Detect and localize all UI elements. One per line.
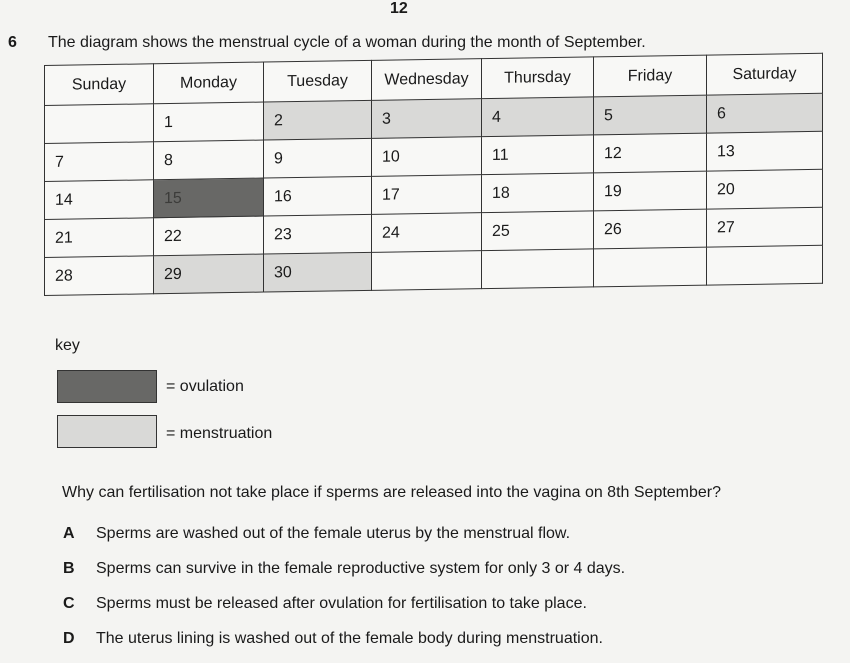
date-cell: 25: [482, 211, 594, 251]
date-cell-menstruation: 6: [707, 93, 823, 133]
day-header: Tuesday: [264, 60, 372, 102]
date-cell: 27: [707, 207, 823, 247]
date-cell: 13: [707, 131, 823, 171]
date-cell: 1: [154, 102, 264, 142]
day-header: Wednesday: [372, 59, 482, 101]
option-d: [63, 630, 603, 648]
date-cell: 21: [45, 218, 154, 258]
option-letter: D: [63, 630, 75, 647]
option-letter: A: [63, 525, 75, 542]
date-cell: 22: [154, 216, 264, 256]
date-cell: 20: [707, 169, 823, 209]
date-cell: 23: [264, 214, 372, 254]
date-cell: 10: [372, 137, 482, 177]
date-cell: 16: [264, 176, 372, 216]
ovulation-swatch: [57, 370, 157, 403]
date-cell: 12: [594, 133, 707, 173]
date-cell-menstruation: 3: [372, 99, 482, 139]
date-cell: [372, 251, 482, 291]
date-cell: 24: [372, 213, 482, 253]
page-number: 12: [390, 0, 408, 17]
date-cell-menstruation: 5: [594, 95, 707, 135]
date-cell: [45, 104, 154, 144]
date-cell: [482, 249, 594, 289]
question-text: Why can fertilisation not take place if sperms are released into the vagina on 8th September?: [62, 484, 722, 501]
date-cell: [594, 247, 707, 287]
date-cell-ovulation: 15: [154, 178, 264, 218]
option-text: Sperms can survive in the female reproductive system for only 3 or 4 days.: [96, 560, 626, 577]
date-cell-menstruation: 30: [264, 252, 372, 292]
date-cell-menstruation: 4: [482, 97, 594, 137]
menstruation-swatch: [57, 415, 157, 448]
date-cell: 14: [45, 180, 154, 220]
option-text: The uterus lining is washed out of the female body during menstruation.: [96, 630, 603, 647]
ovulation-key-label: = ovulation: [166, 378, 244, 395]
option-text: Sperms must be released after ovulation for fertilisation to take place.: [96, 595, 587, 612]
date-cell: 28: [45, 256, 154, 296]
calendar-table: [44, 53, 823, 296]
menstruation-key-label: = menstruation: [166, 425, 273, 442]
date-cell: 9: [264, 138, 372, 178]
day-header: Sunday: [45, 64, 154, 106]
question-number: 6: [8, 34, 17, 51]
option-b: [63, 560, 625, 578]
date-cell: 18: [482, 173, 594, 213]
date-cell: 17: [372, 175, 482, 215]
key-title: key: [55, 337, 80, 354]
day-header: Thursday: [482, 57, 594, 99]
option-letter: B: [63, 560, 75, 577]
date-cell: 26: [594, 209, 707, 249]
option-letter: C: [63, 595, 75, 612]
day-header: Friday: [594, 55, 707, 97]
option-a: [63, 525, 570, 543]
date-cell: 7: [45, 142, 154, 182]
date-cell: [707, 245, 823, 285]
date-cell-menstruation: 2: [264, 100, 372, 140]
date-cell-menstruation: 29: [154, 254, 264, 294]
option-c: [63, 595, 587, 613]
day-header: Saturday: [707, 53, 823, 95]
question-intro: The diagram shows the menstrual cycle of a woman during the month of September.: [48, 34, 646, 51]
date-cell: 11: [482, 135, 594, 175]
date-cell: 19: [594, 171, 707, 211]
date-cell: 8: [154, 140, 264, 180]
option-text: Sperms are washed out of the female uterus by the menstrual flow.: [96, 525, 571, 542]
day-header: Monday: [154, 62, 264, 104]
